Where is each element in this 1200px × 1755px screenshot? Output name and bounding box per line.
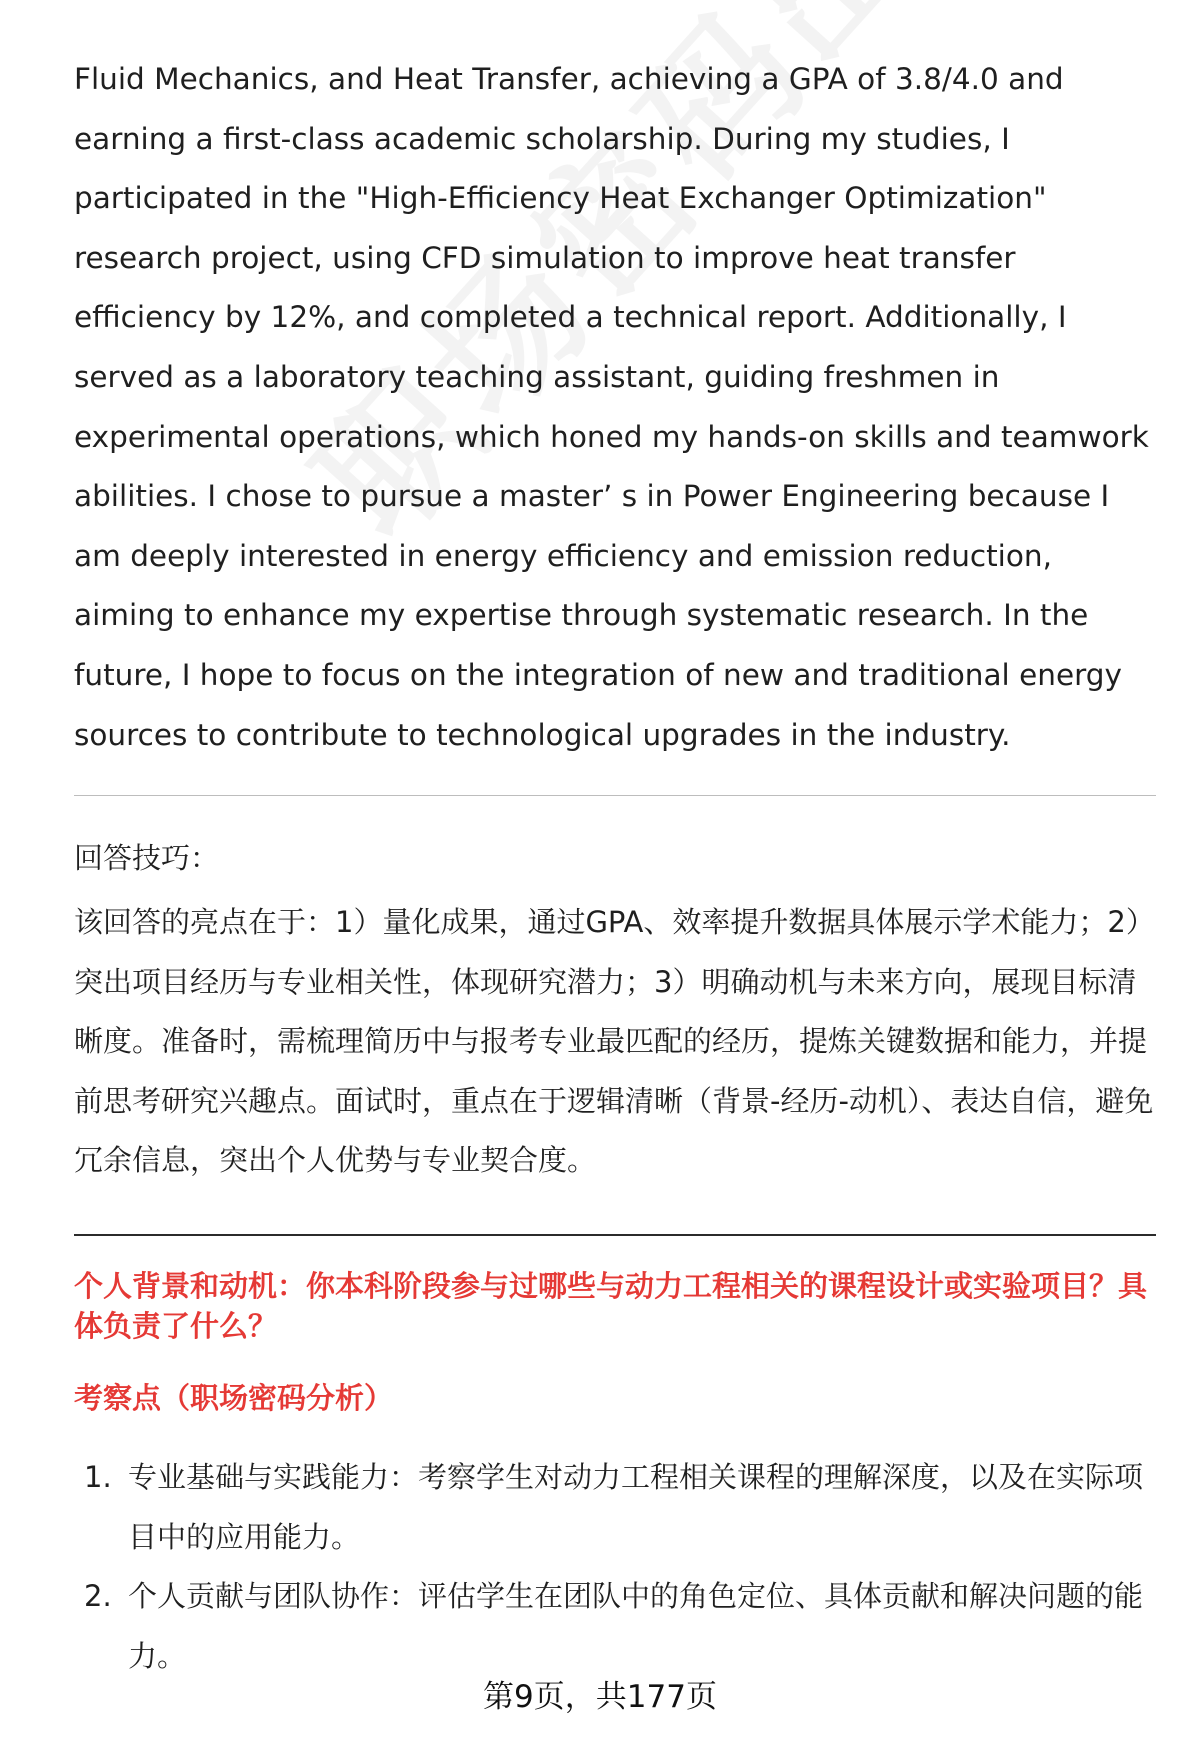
- english-answer-paragraph: Fluid Mechanics, and Heat Transfer, achieving a GPA of 3.8/4.0 and earning a first-class academic scholarship. During my studies, I participated in the "High-Efficiency Heat Exchanger Optimization" research project, using CFD simulation to improve heat transfer efficiency by 12%, and completed a technical report. Additionally, I served as a laboratory teaching assistant, guiding freshmen in experimental operations, which honed my hands-on skills and teamwork abilities. I chose to pursue a master’ s in Power Engineering because I am deeply interested in energy efficiency and emission reduction, aiming to enhance my expertise through systematic research. In the future, I hope to focus on the integration of new and traditional energy sources to contribute to technological upgrades in the industry.: [74, 62, 1149, 752]
- question-heading: 个人背景和动机：你本科阶段参与过哪些与动力工程相关的课程设计或实验项目？具体负责了什么？: [74, 1269, 1148, 1343]
- list-item-text: 专业基础与实践能力：考察学生对动力工程相关课程的理解深度，以及在实际项目中的应用能力。: [128, 1460, 1144, 1554]
- list-item-text: 个人贡献与团队协作：评估学生在团队中的角色定位、具体贡献和解决问题的能力。: [128, 1579, 1144, 1673]
- analysis-heading: 考察点（职场密码分析）: [74, 1381, 394, 1415]
- tips-paragraph: 该回答的亮点在于：1）量化成果，通过GPA、效率提升数据具体展示学术能力；2）突出项目经历与专业相关性，体现研究潜力；3）明确动机与未来方向，展现目标清晰度。准备时，需梳理简历中与报考专业最匹配的经历，提炼关键数据和能力，并提前思考研究兴趣点。面试时，重点在于逻辑清晰（背景-经历-动机）、表达自信，避免冗余信息，突出个人优势与专业契合度。: [74, 905, 1154, 1178]
- list-item-number: 2.: [84, 1579, 112, 1614]
- page-number-footer: 第9页，共177页: [483, 1679, 717, 1715]
- section-divider: [74, 795, 1156, 796]
- analysis-points-list: [74, 1448, 1154, 1686]
- question-divider: [74, 1234, 1156, 1236]
- list-item-number: 1.: [84, 1460, 112, 1494]
- list-item: [74, 1448, 1154, 1567]
- tips-heading: 回答技巧：: [74, 841, 220, 875]
- list-item: [74, 1567, 1154, 1686]
